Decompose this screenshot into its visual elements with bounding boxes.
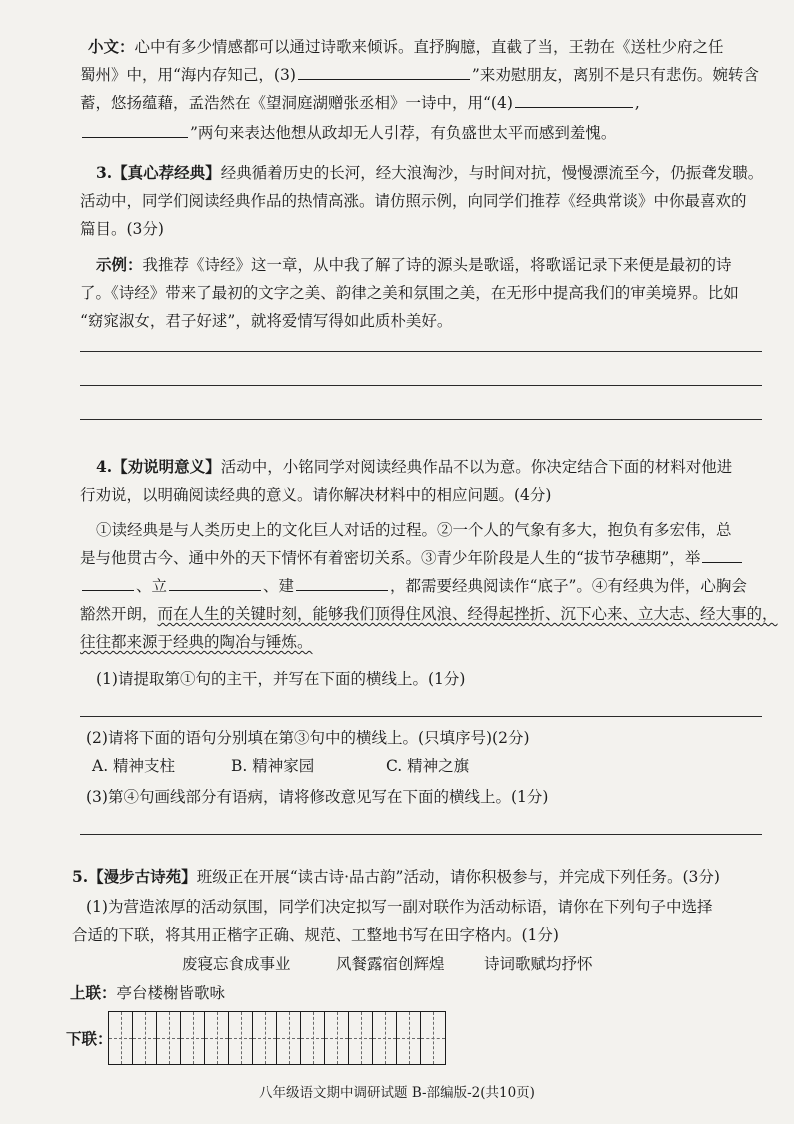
q3-example-line1: 示例：我推荐《诗经》这一章，从中我了解了诗的源头是歌谣，将歌谣记录下来便是最初的诗 xyxy=(96,255,732,274)
q5-heading: 5.【漫步古诗苑】 xyxy=(72,867,197,886)
couplet-choice-2: 风餐露宿创辉煌 xyxy=(336,955,445,973)
couplet-choice-1: 废寝忘食成事业 xyxy=(182,955,291,973)
q3-heading: 3.【真心荐经典】 xyxy=(96,163,221,182)
answer-blank-4a[interactable] xyxy=(515,92,633,108)
page-footer: 八年级语文期中调研试题 B-部编版-2(共10页) xyxy=(259,1085,535,1101)
speaker-label: 小文： xyxy=(88,37,135,56)
para1-line1: 小文：心中有多少情感都可以通过诗歌来倾诉。直抒胸臆，直截了当，王勃在《送杜少府之任 xyxy=(88,37,724,56)
q4-heading: 4.【劝说明意义】 xyxy=(96,457,221,476)
grid-cell[interactable] xyxy=(349,1012,373,1064)
para1-line3: 蓄，悠扬蕴藉，孟浩然在《望洞庭湖赠张丞相》一诗中，用“(4) , xyxy=(80,94,640,112)
underlined-sentence-part1: 而在人生的关键时刻，能够我们顶得住风浪、经得起挫折、沉下心来、立大志、经大事的， xyxy=(157,605,778,623)
grid-cell[interactable] xyxy=(277,1012,301,1064)
tianzige-grid[interactable] xyxy=(108,1011,446,1065)
q3-line2: 活动中，同学们阅读经典作品的热情高涨。请仿照示例，向同学们推荐《经典常谈》中你最喜欢的 xyxy=(80,192,747,210)
grid-cell[interactable] xyxy=(229,1012,253,1064)
q5-sub1-line1: (1)为营造浓厚的活动氛围，同学们决定拟写一副对联作为活动标语，请你在下列句子中选择 xyxy=(86,898,713,916)
q3-answer-line-2[interactable] xyxy=(80,385,762,386)
q4-sub2: (2)请将下面的语句分别填在第③句中的横线上。(只填序号)(2分) xyxy=(86,729,530,747)
grid-cell[interactable] xyxy=(301,1012,325,1064)
grid-cell[interactable] xyxy=(373,1012,397,1064)
grid-cell[interactable] xyxy=(397,1012,421,1064)
fill-blank-1a[interactable] xyxy=(702,547,742,563)
example-label: 示例： xyxy=(96,255,143,274)
para1-line2: 蜀州》中，用“海内存知己，(3) ”来劝慰朋友，离别不是只有悲伤。婉转含 xyxy=(80,66,759,84)
fill-blank-1b[interactable] xyxy=(82,575,134,591)
fill-blank-3[interactable] xyxy=(296,575,388,591)
option-a: A. 精神支柱 xyxy=(92,757,176,775)
grid-cell[interactable] xyxy=(133,1012,157,1064)
para1-line4: ”两句来表达他想从政却无人引荐，有负盛世太平而感到羞愧。 xyxy=(80,122,765,144)
q4-material-line3: 、立 、建 ，都需要经典阅读作“底子”。④有经典为伴，心胸会 xyxy=(80,575,765,597)
upper-couplet xyxy=(70,982,755,1004)
option-b: B. 精神家园 xyxy=(231,757,315,775)
upper-couplet-label: 上联： xyxy=(70,983,117,1002)
grid-cell[interactable] xyxy=(181,1012,205,1064)
q3-example-line3: “窈窕淑女，君子好逑”，就将爱情写得如此质朴美好。 xyxy=(80,312,453,330)
grid-cell[interactable] xyxy=(157,1012,181,1064)
q4-sub1-answer-line[interactable] xyxy=(80,716,762,717)
grid-cell[interactable] xyxy=(253,1012,277,1064)
q4-material-line2: 是与他贯古今、通中外的天下情怀有着密切关系。③青少年阶段是人生的“拔节孕穗期”，举 xyxy=(80,547,765,569)
q3-answer-line-1[interactable] xyxy=(80,351,762,352)
q5-line1: 5.【漫步古诗苑】班级正在开展“读古诗·品古韵”活动，请你积极参与，并完成下列任务。(3分) xyxy=(72,867,720,886)
grid-cell[interactable] xyxy=(109,1012,133,1064)
q4-material-line5 xyxy=(80,631,765,653)
q4-line1: 4.【劝说明意义】活动中，小铭同学对阅读经典作品不以为意。你决定结合下面的材料对他进 xyxy=(96,457,733,476)
q5-sub1-line2: 合适的下联，将其用正楷字正确、规范、工整地书写在田字格内。(1分) xyxy=(72,926,559,944)
q4-sub3: (3)第④句画线部分有语病，请将修改意见写在下面的横线上。(1分) xyxy=(86,788,549,806)
grid-cell[interactable] xyxy=(325,1012,349,1064)
answer-blank-4b[interactable] xyxy=(82,122,188,138)
grid-cell[interactable] xyxy=(421,1012,445,1064)
q4-material-line4: 豁然开朗，而在人生的关键时刻，能够我们顶得住风浪、经得起挫折、沉下心来、立大志、经大事的， xyxy=(80,605,778,623)
fill-blank-2[interactable] xyxy=(169,575,261,591)
q3-line3: 篇目。(3分) xyxy=(80,220,164,238)
option-c: C. 精神之旗 xyxy=(386,757,470,775)
q3-answer-line-3[interactable] xyxy=(80,419,762,420)
q4-line2: 行劝说，以明确阅读经典的意义。请你解决材料中的相应问题。(4分) xyxy=(80,486,552,504)
couplet-choice-3: 诗词歌赋均抒怀 xyxy=(484,955,593,973)
q3-example-line2: 了。《诗经》带来了最初的文字之美、韵律之美和氛围之美，在无形中提高我们的审美境界。比如 xyxy=(80,284,739,302)
grid-cell[interactable] xyxy=(205,1012,229,1064)
answer-blank-3[interactable] xyxy=(298,64,470,80)
underlined-sentence-part2: 往往都来源于经典的陶冶与锤炼。 xyxy=(80,633,313,651)
q4-sub1: (1)请提取第①句的主干，并写在下面的横线上。(1分) xyxy=(96,670,466,688)
upper-couplet-text: 亭台楼榭皆歌咏 xyxy=(116,984,226,1002)
q4-material-line1: ①读经典是与人类历史上的文化巨人对话的过程。②一个人的气象有多大，抱负有多宏伟，总 xyxy=(96,521,732,539)
lower-couplet-label: 下联： xyxy=(66,1029,113,1048)
q3-line1: 3.【真心荐经典】经典循着历史的长河，经大浪淘沙，与时间对抗，慢慢漂流至今，仍振聋发聩。 xyxy=(96,163,764,182)
q4-sub3-answer-line[interactable] xyxy=(80,834,762,835)
